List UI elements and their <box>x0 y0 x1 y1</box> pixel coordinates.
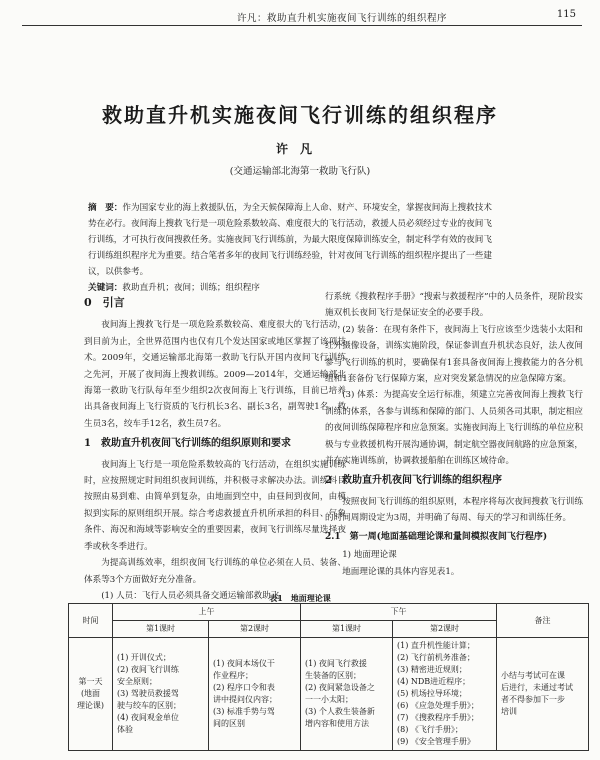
affiliation: (交通运输部北海第一救助飞行队) <box>229 166 371 177</box>
table-cell-line: (3) 驾驶员救援驾 <box>117 689 179 698</box>
keywords-text: 救助直升机；夜间；训练；组织程序 <box>122 283 260 293</box>
table-cell-line: (2) 飞行前机务准备； <box>397 653 475 662</box>
subheader-afternoon-2: 第2课时 <box>393 621 497 638</box>
running-header <box>22 7 582 26</box>
table-cell-line: 培训 <box>501 707 517 716</box>
section-1-paragraph: 夜间海上飞行是一项危险系数较高的飞行活动，在组织实施训练时，应按照规定时间组织夜间训练，并积极寻求解决办法。训练科目按照由易到难、由简单到复杂，由地面到空中，由昼间到夜间，由模拟到实际的原则组织开展。综合考虑救援直升机所承担的科目、气象条件、海况和海域等影响安全的重要因素，夜间飞行训练尽量选择夜季或秋冬季进行。 <box>84 459 346 552</box>
table-cell-line: (2) 夜间紧急设备之 <box>305 683 375 692</box>
section-1-paragraph: (1) 人员：飞行人员必须具备交通运输部救助飞 <box>101 590 280 601</box>
morning-2-cell <box>209 638 301 751</box>
system-paragraph: (3) 体系：为提高安全运行标准，须建立完善夜间海上搜救飞行训练的体系，各参与训练和保障的部门、人员须各司其职，制定相应的夜间训练保障程序和应急预案。实施夜间海上飞行训练的单位应积极与专业救援机构开展沟通协调，制定航空器夜间航路的应急预案，并在实施训练前，协调救援船舶在训练区域待命。 <box>325 390 583 467</box>
header-morning: 上午 <box>113 604 301 621</box>
afternoon-2-cell <box>393 638 497 751</box>
row-label-line: 第一天 <box>78 677 103 686</box>
continued-paragraph: 行系统《搜救程序手册》“搜索与救援程序”中的人员条件，现阶段实施双机长夜间飞行是保证安全的必要手段。 <box>325 292 584 319</box>
left-column <box>84 295 346 604</box>
page-number: 115 <box>556 9 576 20</box>
section-1-paragraph: 为提高训练效率，组织夜间飞行训练的单位必须在人员、装备、体系等3个方面做好充分准备。 <box>84 558 346 585</box>
section-2-body: 按照夜间飞行训练的组织原则，本程序将每次夜间搜救飞行训练的时间周期设定为3周，并明确了每周、每天的学习和训练任务。 <box>325 496 583 524</box>
table-cell-line: 增内容和使用方法 <box>305 719 369 728</box>
section-2-1-body: 地面理论课的具体内容见表1。 <box>342 566 460 577</box>
equipment-paragraph: (2) 装备：在现有条件下，夜间海上飞行应该至少选装小太阳和红外摄像设备，训练实施阶段，保证参训直升机状态良好，法人夜间参与飞行训练的机时，要确保有1套具备夜间海上搜救能力的各分机组和1套备份飞行保障方案，应对突发紧急情况的应急保障方案。 <box>325 324 583 385</box>
table-cell-line: (9) 《安全管理手册》 <box>397 737 475 746</box>
afternoon-1-cell <box>301 638 393 751</box>
table-cell-line: (1) 夜间本场仪干 <box>213 659 275 668</box>
header-time: 时间 <box>69 604 113 638</box>
article-title: 救助直升机实施夜间飞行训练的组织程序 <box>102 103 498 127</box>
table-cell-line: (2) 程序口令和表 <box>213 683 275 692</box>
table-cell-line: 后进行，未通过考试 <box>501 683 573 692</box>
table-cell-line: 体验 <box>117 725 133 734</box>
row-label-line: 理论课) <box>76 701 105 710</box>
table-cell-line: (1) 开训仪式； <box>117 653 171 662</box>
ground-theory-table <box>68 603 589 751</box>
table-cell-line: 生装备的区别； <box>305 671 361 680</box>
right-column <box>325 289 583 580</box>
running-title: 许凡：救助直升机实施夜间飞行训练的组织程序 <box>237 13 448 24</box>
row-label-cell <box>69 638 113 751</box>
subheader-morning-1: 第1课时 <box>113 621 209 638</box>
table-cell-line: (4) NDB进近程序； <box>397 677 471 686</box>
table-cell-line: 讲中提问仪内容； <box>213 695 277 704</box>
keywords-label: 关键词： <box>88 283 123 293</box>
table-cell-line: 驶与绞车的区别； <box>117 701 181 710</box>
table-cell-line: 一一小太阳； <box>305 695 353 704</box>
section-2-1-heading: 2.1 第一周(地面基础理论课和量间模拟夜间飞行程序) <box>325 531 548 542</box>
table-row <box>69 638 589 751</box>
author-name: 许凡 <box>275 142 324 156</box>
table-header-row <box>69 604 589 621</box>
table-cell-line: (3) 个人救生装备新 <box>305 707 375 716</box>
table-cell-line: (7) 《搜救程序手册》； <box>397 713 479 722</box>
header-afternoon: 下午 <box>301 604 497 621</box>
table-cell-line: (1) 夜间飞行救援 <box>305 659 367 668</box>
table-caption: 表1 地面理论课 <box>269 593 331 603</box>
header-notes: 备注 <box>497 604 589 638</box>
table-cell-line: (4) 夜间观金单位 <box>117 713 179 722</box>
table-cell-line: (5) 机场拉导环境； <box>397 689 467 698</box>
subheader-afternoon-1: 第1课时 <box>301 621 393 638</box>
section-0-body: 夜间海上搜救飞行是一项危险系数较高、难度很大的飞行活动，到目前为止，全世界范围内也仅有几个发达国家或地区掌握了该项技术。2009年，交通运输部北海第一救助飞行队开国内夜间飞行训练之先河，开展了夜间海上搜救训练。2009—2014年，交通运输部北海第一救助飞行队每年至少组织2次夜间海上飞行训练，目前已培养出具备夜间海上飞行资质的飞行机长3名、副长3名，副驾驶1名，救生员3名，绞车手12名，救生员7名。 <box>84 320 346 429</box>
section-2-1-subheading: 1) 地面理论课 <box>342 550 397 561</box>
section-2-heading: 2 救助直升机夜间飞行训练的组织程序 <box>325 475 502 487</box>
abstract-block <box>88 200 500 296</box>
abstract <box>88 200 500 280</box>
table-cell-line: 者不得参加下一步 <box>501 695 565 704</box>
table-cell-line: 作业程序； <box>213 671 253 680</box>
abstract-text: 作为国家专业的海上救援队伍，为全天候保障海上人命、财产、环境安全，掌握夜间海上搜救技术势在必行。夜间海上搜救飞行是一项危险系数较高、难度很大的飞行活动，救援人员必须经过专业的夜间飞行训练，才可执行夜间搜救任务。实施夜间飞行训练前，为最大限度保障训练安全，制定科学有效的夜间飞行训练组织程序尤为重要。结合笔者多年的夜间飞行训练经验，针对夜间飞行训练的组织程序提出了一些建议，以供参考。 <box>88 203 492 277</box>
table-cell-line: (3) 标准手势与驾 <box>213 707 275 716</box>
subheader-morning-2: 第2课时 <box>209 621 301 638</box>
table-cell-line: (3) 精密进近规则； <box>397 665 467 674</box>
abstract-label: 摘 要： <box>88 203 123 213</box>
table-cell-line: (2) 夜间飞行训练 <box>117 665 179 674</box>
table-cell-line: 间的区别 <box>213 719 245 728</box>
table-cell-line: (8) 《飞行手册》； <box>397 725 463 734</box>
morning-1-cell <box>113 638 209 751</box>
notes-cell <box>497 638 589 751</box>
section-1-heading: 1 救助直升机夜间飞行训练的组织原则和要求 <box>84 438 291 450</box>
row-label-line: (地面 <box>80 689 101 698</box>
section-0-heading: 0 引言 <box>84 296 125 309</box>
table-cell-line: 小结与考试可在课 <box>501 671 565 680</box>
table-cell-line: 安全原则； <box>117 677 157 686</box>
table-cell-line: (1) 直升机性能计算； <box>397 641 475 650</box>
table-cell-line: (6) 《应急处理手册》； <box>397 701 479 710</box>
